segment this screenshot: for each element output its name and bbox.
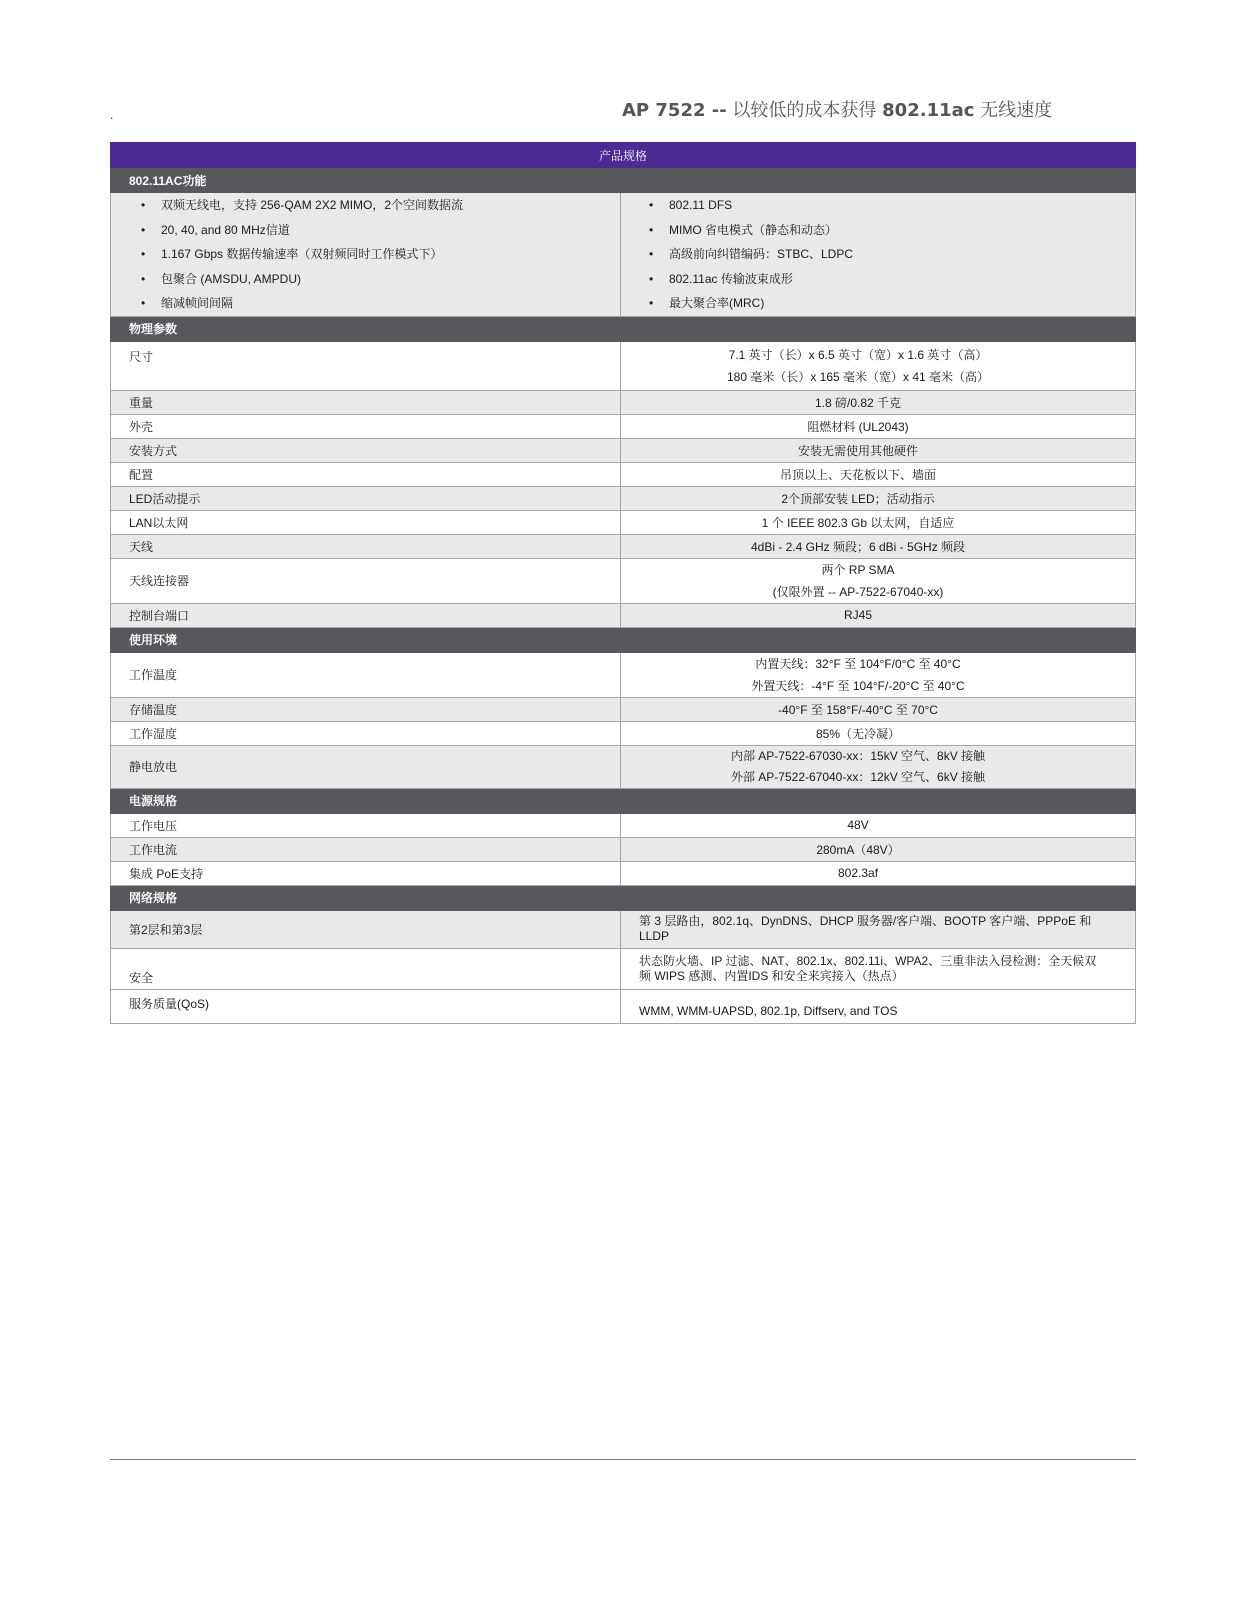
antenna-connector-line: 两个 RP SMA bbox=[821, 562, 895, 577]
features-right-cell bbox=[621, 193, 1136, 317]
current-value: 280mA（48V） bbox=[621, 837, 1136, 861]
console-value: RJ45 bbox=[621, 603, 1136, 627]
spec-table bbox=[110, 142, 1136, 1024]
operating-temp-external: 外置天线：-4°F 至 104°F/-20°C 至 40°C bbox=[751, 678, 965, 693]
section-power: 电源规格 bbox=[111, 788, 1136, 813]
configuration-value: 吊顶以上、天花板以下、墙面 bbox=[621, 462, 1136, 486]
esd-external: 外部 AP-7522-67040-xx：12kV 空气、6kV 接触 bbox=[730, 769, 986, 784]
dimensions-metric: 180 毫米（长）x 165 毫米（宽）x 41 毫米（高） bbox=[726, 369, 990, 384]
features-left-list bbox=[111, 193, 620, 316]
layer23-value: 第 3 层路由，802.1q、DynDNS、DHCP 服务器/客户端、BOOTP 客户端、PPPoE 和 LLDP bbox=[621, 910, 1136, 948]
lan-label: LAN以太网 bbox=[111, 510, 621, 534]
footer-divider bbox=[110, 1459, 1136, 1460]
section-environment: 使用环境 bbox=[111, 627, 1136, 652]
page-dot: . bbox=[110, 108, 114, 122]
section-physical: 物理参数 bbox=[111, 316, 1136, 341]
operating-temp-internal: 内置天线：32°F 至 104°F/0°C 至 40°C bbox=[755, 656, 961, 671]
list-item: • 802.11 DFS bbox=[621, 193, 1135, 218]
housing-label: 外壳 bbox=[111, 414, 621, 438]
section-network: 网络规格 bbox=[111, 885, 1136, 910]
dimensions-label: 尺寸 bbox=[111, 341, 621, 390]
list-item: • MIMO 省电模式（静态和动态） bbox=[621, 218, 1135, 243]
led-value: 2个顶部安装 LED；活动指示 bbox=[621, 486, 1136, 510]
humidity-label: 工作湿度 bbox=[111, 721, 621, 745]
operating-temp-value bbox=[621, 652, 1136, 697]
qos-value: WMM, WMM-UAPSD, 802.1p, Diffserv, and TOS bbox=[621, 989, 1136, 1023]
antenna-label: 天线 bbox=[111, 534, 621, 558]
list-item: • 高级前向纠错编码：STBC、LDPC bbox=[621, 242, 1135, 267]
antenna-value: 4dBi - 2.4 GHz 频段；6 dBi - 5GHz 频段 bbox=[621, 534, 1136, 558]
voltage-value: 48V bbox=[621, 813, 1136, 837]
housing-value: 阻燃材料 (UL2043) bbox=[621, 414, 1136, 438]
humidity-value: 85%（无冷凝） bbox=[621, 721, 1136, 745]
esd-internal: 内部 AP-7522-67030-xx：15kV 空气、8kV 接触 bbox=[730, 748, 986, 763]
list-item: • 双频无线电，支持 256-QAM 2X2 MIMO，2个空间数据流 bbox=[111, 193, 620, 218]
poe-label: 集成 PoE支持 bbox=[111, 861, 621, 885]
antenna-connector-label: 天线连接器 bbox=[111, 558, 621, 603]
weight-value: 1.8 磅/0.82 千克 bbox=[621, 390, 1136, 414]
storage-temp-label: 存储温度 bbox=[111, 697, 621, 721]
title-standard: 802.11ac bbox=[882, 100, 975, 121]
title-text: 以较低的成本获得 bbox=[726, 100, 883, 121]
layer23-label: 第2层和第3层 bbox=[111, 910, 621, 948]
console-label: 控制台端口 bbox=[111, 603, 621, 627]
mounting-label: 安装方式 bbox=[111, 438, 621, 462]
antenna-connector-note: (仅限外置 -- AP-7522-67040-xx) bbox=[772, 584, 944, 599]
section-80211ac: 802.11AC功能 bbox=[111, 168, 1136, 193]
operating-temp-label: 工作温度 bbox=[111, 652, 621, 697]
spec-table-header: 产品规格 bbox=[111, 143, 1136, 168]
list-item: • 20, 40, and 80 MHz信道 bbox=[111, 218, 620, 243]
weight-label: 重量 bbox=[111, 390, 621, 414]
qos-label: 服务质量(QoS) bbox=[111, 989, 621, 1023]
storage-temp-value: -40°F 至 158°F/-40°C 至 70°C bbox=[621, 697, 1136, 721]
features-left-cell bbox=[111, 193, 621, 317]
list-item: • 1.167 Gbps 数据传输速率（双射频同时工作模式下） bbox=[111, 242, 620, 267]
title-model: AP 7522 -- bbox=[622, 100, 727, 121]
led-label: LED活动提示 bbox=[111, 486, 621, 510]
list-item: • 最大聚合率(MRC) bbox=[621, 291, 1135, 316]
list-item: • 包聚合 (AMSDU, AMPDU) bbox=[111, 267, 620, 292]
page-title bbox=[622, 96, 1052, 122]
configuration-label: 配置 bbox=[111, 462, 621, 486]
poe-value: 802.3af bbox=[621, 861, 1136, 885]
lan-value: 1 个 IEEE 802.3 Gb 以太网，自适应 bbox=[621, 510, 1136, 534]
list-item: • 802.11ac 传输波束成形 bbox=[621, 267, 1135, 292]
esd-label: 静电放电 bbox=[111, 745, 621, 788]
security-value: 状态防火墙、IP 过滤、NAT、802.1x、802.11i、WPA2、三重非法入侵检测：全天候双频 WIPS 感测、内置IDS 和安全来宾接入（热点） bbox=[621, 948, 1136, 989]
voltage-label: 工作电压 bbox=[111, 813, 621, 837]
list-item: • 缩减帧间间隔 bbox=[111, 291, 620, 316]
dimensions-imperial: 7.1 英寸（长）x 6.5 英寸（宽）x 1.6 英寸（高） bbox=[728, 347, 988, 362]
dimensions-value bbox=[621, 341, 1136, 390]
antenna-connector-value bbox=[621, 558, 1136, 603]
security-label: 安全 bbox=[111, 948, 621, 989]
features-right-list bbox=[621, 193, 1135, 316]
mounting-value: 安装无需使用其他硬件 bbox=[621, 438, 1136, 462]
title-text-2: 无线速度 bbox=[974, 100, 1053, 121]
esd-value bbox=[621, 745, 1136, 788]
current-label: 工作电流 bbox=[111, 837, 621, 861]
